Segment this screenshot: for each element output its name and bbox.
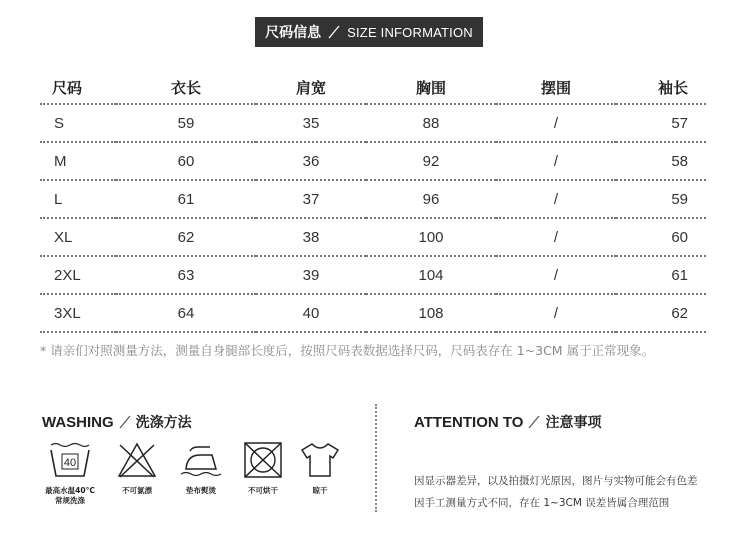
- cell-sleeve: 62: [616, 294, 706, 332]
- wash-label-1: 最高水温40°C 常规洗涤: [45, 486, 95, 505]
- cell-chest: 100: [366, 218, 496, 256]
- washing-title-en: WASHING: [42, 413, 114, 431]
- cell-hem: /: [496, 104, 616, 142]
- cell-size: XL: [40, 218, 116, 256]
- wash-tub-40-icon: [40, 440, 100, 480]
- cell-chest: 104: [366, 256, 496, 294]
- cell-hem: /: [496, 256, 616, 294]
- cell-shoulder: 35: [256, 104, 366, 142]
- section-divider: [375, 404, 377, 512]
- col-header-sleeve: 袖长: [616, 72, 706, 104]
- cell-chest: 96: [366, 180, 496, 218]
- cell-length: 63: [116, 256, 256, 294]
- cell-sleeve: 57: [616, 104, 706, 142]
- col-header-length: 衣长: [116, 72, 256, 104]
- slash-icon: [327, 24, 341, 40]
- cell-size: 3XL: [40, 294, 116, 332]
- cell-shoulder: 40: [256, 294, 366, 332]
- cell-sleeve: 58: [616, 142, 706, 180]
- washing-title: [42, 412, 192, 432]
- cell-size: 2XL: [40, 256, 116, 294]
- table-row: [40, 142, 706, 180]
- table-row: [40, 218, 706, 256]
- attention-title-en: ATTENTION TO: [414, 413, 524, 431]
- attention-line-1: 因显示器差异，以及拍摄灯光原因，图片与实物可能会有色差: [414, 475, 698, 487]
- col-header-size: 尺码: [40, 72, 116, 104]
- attention-title-cn: 注意事项: [545, 415, 602, 431]
- size-info-header: [255, 17, 483, 47]
- cell-length: 62: [116, 218, 256, 256]
- no-bleach-icon: [107, 440, 167, 480]
- cell-sleeve: 60: [616, 218, 706, 256]
- cell-sleeve: 61: [616, 256, 706, 294]
- cell-chest: 108: [366, 294, 496, 332]
- iron-with-cloth-icon: [171, 440, 231, 480]
- cell-length: 59: [116, 104, 256, 142]
- table-row: [40, 104, 706, 142]
- cell-size: S: [40, 104, 116, 142]
- table-row: [40, 294, 706, 332]
- cell-size: L: [40, 180, 116, 218]
- header-title-en: SIZE INFORMATION: [347, 24, 473, 40]
- size-table: [40, 72, 706, 333]
- hang-dry-icon: [290, 440, 350, 480]
- cell-shoulder: 36: [256, 142, 366, 180]
- cell-chest: 88: [366, 104, 496, 142]
- table-row: [40, 180, 706, 218]
- cell-sleeve: 59: [616, 180, 706, 218]
- cell-chest: 92: [366, 142, 496, 180]
- col-header-shoulder: 肩宽: [256, 72, 366, 104]
- wash-label-5: 晾干: [312, 486, 328, 495]
- col-header-hem: 摆围: [496, 72, 616, 104]
- size-note: * 请亲们对照测量方法，测量自身腿部长度后，按照尺码表数据选择尺码，尺码表存在 1~3CM 属于正常现象。: [40, 343, 655, 358]
- cell-hem: /: [496, 142, 616, 180]
- table-header-row: [40, 72, 706, 104]
- attention-text: [414, 470, 744, 514]
- header-title-cn: 尺码信息: [265, 25, 322, 41]
- cell-length: 61: [116, 180, 256, 218]
- cell-shoulder: 39: [256, 256, 366, 294]
- cell-shoulder: 38: [256, 218, 366, 256]
- slash-icon: [527, 414, 541, 430]
- washing-title-cn: 洗涤方法: [135, 415, 192, 431]
- col-header-chest: 胸围: [366, 72, 496, 104]
- wash-temp-value: 40: [63, 457, 77, 469]
- wash-label-3: 垫布熨烫: [186, 486, 216, 495]
- slash-icon: [118, 414, 132, 430]
- cell-hem: /: [496, 294, 616, 332]
- wash-label-2: 不可氯漂: [122, 486, 152, 495]
- cell-size: M: [40, 142, 116, 180]
- table-row: [40, 256, 706, 294]
- cell-hem: /: [496, 180, 616, 218]
- cell-hem: /: [496, 218, 616, 256]
- no-tumble-dry-icon: [233, 440, 293, 480]
- cell-length: 60: [116, 142, 256, 180]
- attention-title: [414, 412, 601, 432]
- cell-shoulder: 37: [256, 180, 366, 218]
- attention-line-2: 因手工测量方式不同，存在 1~3CM 误差皆属合理范围: [414, 497, 670, 509]
- cell-length: 64: [116, 294, 256, 332]
- wash-label-4: 不可烘干: [248, 486, 278, 495]
